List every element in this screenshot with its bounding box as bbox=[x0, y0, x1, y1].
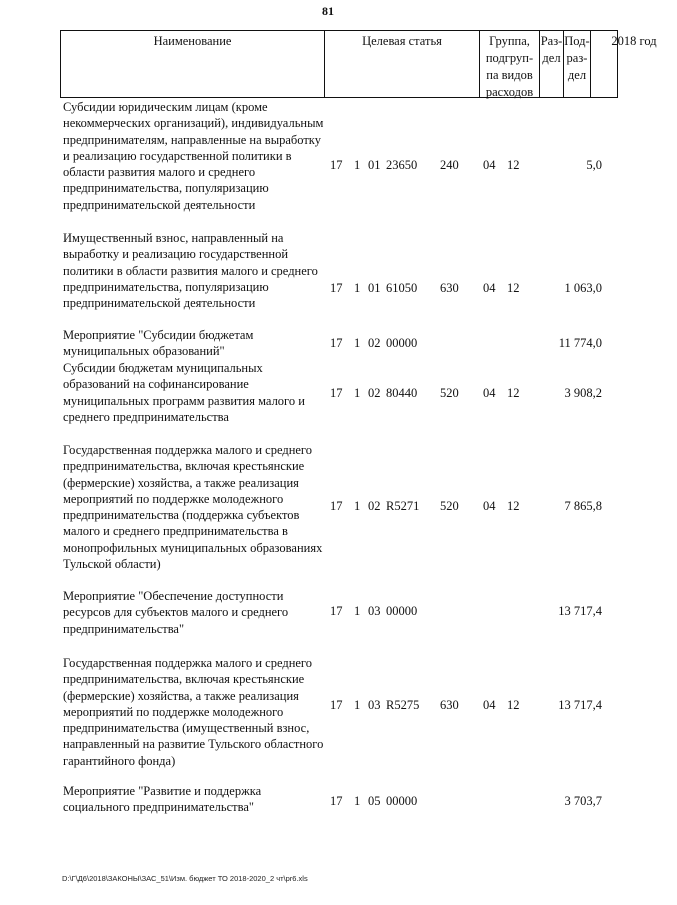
code-program: 17 bbox=[330, 499, 343, 513]
code-direction: R5275 bbox=[386, 698, 420, 712]
code-subprogram: 1 bbox=[354, 158, 361, 172]
row-name: Государственная поддержка малого и среднего предпринимательства, включая крестьянские (фермерские) хозяйства, а также реализация мероприятий по поддержке молодежного предпринимательства (поддержка субъектов малого и среднего предпринимательства в монопрофильных муниципальных образованиях Тульской области) bbox=[63, 443, 323, 572]
amount-2018: 13 717,4 bbox=[558, 698, 602, 712]
amount-2018: 13 717,4 bbox=[558, 604, 602, 618]
row-name: Мероприятие "Обеспечение доступности ресурсов для субъектов малого и среднего предпринимательства" bbox=[63, 589, 289, 636]
header-section-line-2: дел bbox=[542, 51, 561, 65]
code-program: 17 bbox=[330, 604, 343, 618]
header-group-line-2: подгруп- bbox=[485, 51, 534, 65]
header-group-line-1: Группа, bbox=[489, 34, 530, 48]
code-program: 17 bbox=[330, 386, 343, 400]
code-direction: 00000 bbox=[386, 794, 418, 808]
code-subprogram: 1 bbox=[354, 386, 361, 400]
subsection-code: 12 bbox=[507, 499, 520, 513]
section-code: 04 bbox=[483, 499, 496, 513]
code-subprogram: 1 bbox=[354, 499, 361, 513]
code-subprogram: 1 bbox=[354, 794, 361, 808]
code-direction: 61050 bbox=[386, 281, 418, 295]
code-direction: 00000 bbox=[386, 336, 418, 350]
subsection-code: 12 bbox=[507, 698, 520, 712]
code-direction: 00000 bbox=[386, 604, 418, 618]
code-subprogram: 1 bbox=[354, 698, 361, 712]
group-code: 630 bbox=[440, 281, 459, 295]
row-name: Мероприятие "Развитие и поддержка социального предпринимательства" bbox=[63, 784, 262, 815]
code-program: 17 bbox=[330, 336, 343, 350]
code-event: 02 bbox=[368, 386, 381, 400]
amount-2018: 3 703,7 bbox=[564, 794, 602, 808]
amount-2018: 1 063,0 bbox=[564, 281, 602, 295]
header-group-line-3: па видов bbox=[486, 68, 533, 82]
code-direction: 80440 bbox=[386, 386, 418, 400]
amount-2018: 11 774,0 bbox=[558, 336, 602, 350]
amount-2018: 7 865,8 bbox=[564, 499, 602, 513]
code-event: 01 bbox=[368, 158, 381, 172]
code-subprogram: 1 bbox=[354, 336, 361, 350]
code-event: 03 bbox=[368, 698, 381, 712]
section-code: 04 bbox=[483, 386, 496, 400]
row-name: Имущественный взнос, направленный на выработку и реализацию государственной политики в области развития малого и среднего предпринимательства, популяризацию предпринимательской деятельности bbox=[63, 231, 318, 311]
amount-2018: 5,0 bbox=[586, 158, 602, 172]
file-path-footer: D:\Г\Д6\2018\ЗАКОНЫ\ЗАС_51\Изм. бюджет ТО 2018-2020_2 чт\pr6.xls bbox=[62, 874, 308, 883]
header-subsection-line-2: раз- bbox=[566, 51, 588, 65]
header-section-line-1: Раз- bbox=[540, 34, 563, 48]
row-name: Субсидии юридическим лицам (кроме некоммерческих организаций), индивидуальным предпринимателям, направленные на выработку и реализацию государственной политики в области развития малого и среднего предпринимательства, популяризацию предпринимательской деятельности bbox=[63, 100, 324, 212]
group-code: 520 bbox=[440, 386, 459, 400]
amount-2018: 3 908,2 bbox=[564, 386, 602, 400]
header-section bbox=[540, 31, 564, 97]
code-event: 05 bbox=[368, 794, 381, 808]
row-name: Мероприятие "Субсидии бюджетам муниципальных образований" bbox=[63, 328, 254, 359]
code-event: 02 bbox=[368, 499, 381, 513]
header-target-article: Целевая статья bbox=[325, 31, 480, 97]
code-subprogram: 1 bbox=[354, 604, 361, 618]
group-code: 520 bbox=[440, 499, 459, 513]
row-name: Государственная поддержка малого и среднего предпринимательства, включая крестьянские (фермерские) хозяйства, а также реализация мероприятий по поддержке молодежного предпринимательства (имущественный взнос, направленный на развитие Тульского областного гарантийного фонда) bbox=[63, 656, 324, 768]
code-event: 01 bbox=[368, 281, 381, 295]
header-year: 2018 год bbox=[611, 34, 657, 48]
header-subsection bbox=[564, 31, 591, 97]
header-name: Наименование bbox=[61, 31, 325, 97]
group-code: 630 bbox=[440, 698, 459, 712]
table-header bbox=[60, 30, 657, 99]
code-event: 02 bbox=[368, 336, 381, 350]
code-program: 17 bbox=[330, 794, 343, 808]
section-code: 04 bbox=[483, 281, 496, 295]
header-group-line-4: расходов bbox=[485, 85, 534, 99]
code-event: 03 bbox=[368, 604, 381, 618]
page-number: 81 bbox=[322, 4, 334, 18]
group-code: 240 bbox=[440, 158, 459, 172]
subsection-code: 12 bbox=[507, 281, 520, 295]
section-code: 04 bbox=[483, 158, 496, 172]
row-name: Субсидии бюджетам муниципальных образований на софинансирование муниципальных программ развития малого и среднего предпринимательства bbox=[63, 361, 305, 424]
code-direction: R5271 bbox=[386, 499, 420, 513]
code-program: 17 bbox=[330, 698, 343, 712]
section-code: 04 bbox=[483, 698, 496, 712]
subsection-code: 12 bbox=[507, 158, 520, 172]
subsection-code: 12 bbox=[507, 386, 520, 400]
code-direction: 23650 bbox=[386, 158, 418, 172]
header-subsection-line-1: Под- bbox=[564, 34, 590, 48]
code-program: 17 bbox=[330, 158, 343, 172]
header-group bbox=[480, 31, 540, 97]
code-program: 17 bbox=[330, 281, 343, 295]
header-subsection-line-3: дел bbox=[567, 68, 587, 82]
code-subprogram: 1 bbox=[354, 281, 361, 295]
